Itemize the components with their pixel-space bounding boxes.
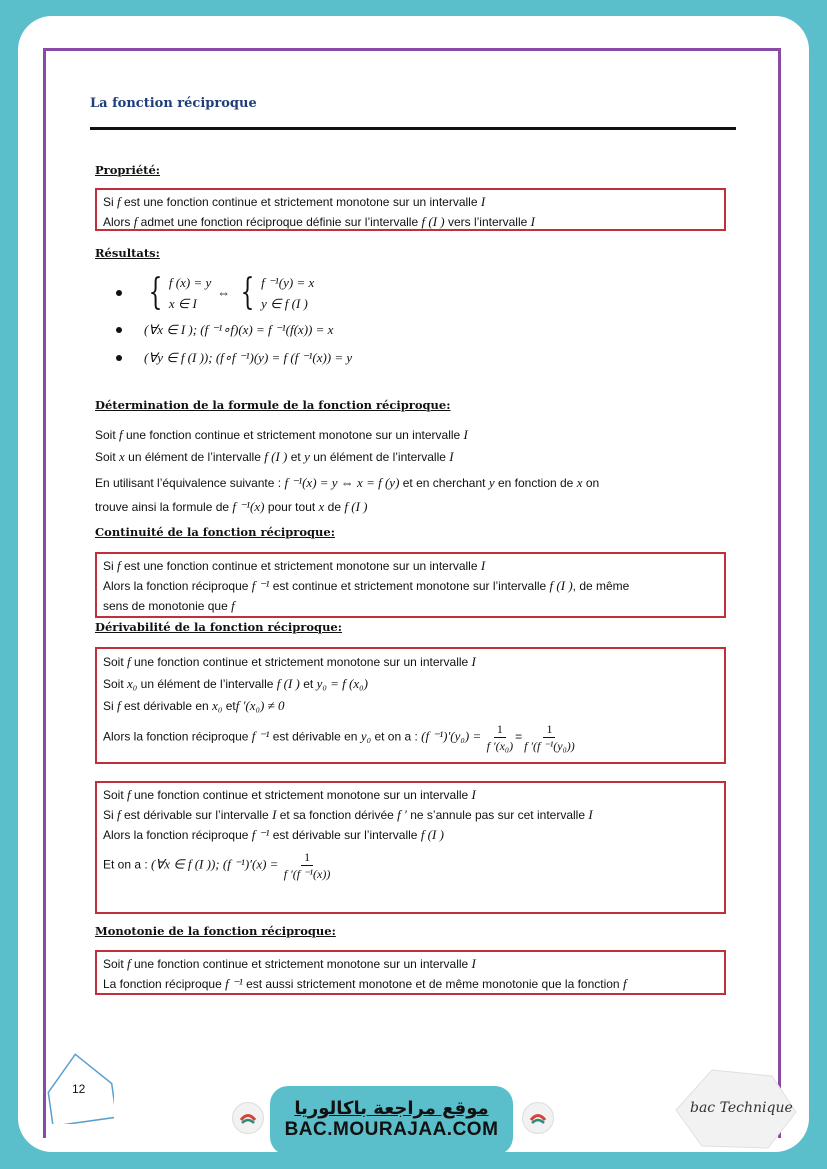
text-line: En utilisant l’équivalence suivante : f ⁻¹(x) = y ⇔ x = f (y) et en cherchant y en fonction de x on — [95, 475, 600, 490]
text-line: Si f est dérivable en x₀ etf ′(x₀) ≠ 0 — [103, 698, 285, 713]
heading-monotonie: Monotonie de la fonction réciproque: — [95, 924, 336, 938]
site-banner[interactable] — [270, 1086, 513, 1155]
text-line: Alors la fonction réciproque f ⁻¹ est dérivable en y₀ et on a : (f ⁻¹)′(y₀) = $\frac{1}{\text{f ′(x₀)}}$ = $\frac{1}{\text{f ′(f ⁻¹(y₀))}}$ — [103, 722, 575, 753]
heading-propriete: Propriété: — [95, 163, 161, 177]
text-line: Si f est une fonction continue et strictement monotone sur un intervalle I — [103, 194, 486, 209]
bullet-icon — [116, 290, 122, 296]
text-line: trouve ainsi la formule de f ⁻¹(x) pour tout x de f (I ) — [95, 499, 368, 514]
system-left: { f (x) = y x ∈ I — [148, 272, 212, 313]
box-continuite — [95, 552, 726, 618]
page-number-badge — [46, 1052, 114, 1124]
text-line: Alors la fonction réciproque f ⁻¹ est continue et strictement monotone sur l’intervalle f (I ), de même — [103, 578, 630, 593]
logo-right-icon — [522, 1102, 554, 1134]
heading-resultats: Résultats: — [95, 246, 160, 260]
logo-left-icon — [232, 1102, 264, 1134]
text-line: Soit f une fonction continue et strictement monotone sur un intervalle I — [103, 654, 476, 669]
fraction: $\frac{1}{\text{f ′(f ⁻¹(y₀))}}$ — [524, 722, 575, 753]
text-line: Soit f une fonction continue et strictement monotone sur un intervalle I — [103, 956, 476, 971]
text-line: Si f est dérivable sur l’intervalle I et sa fonction dérivée f ′ ne s’annule pas sur cet intervalle I — [103, 807, 593, 822]
box-propriete — [95, 188, 726, 231]
page-number: 12 — [72, 1082, 86, 1096]
heading-determination: Détermination de la formule de la fonction réciproque: — [95, 398, 451, 412]
page-title: La fonction réciproque — [90, 96, 257, 111]
text-line: Soit x₀ un élément de l’intervalle f (I ) et y₀ = f (x₀) — [103, 676, 368, 691]
list-item — [116, 272, 352, 314]
text-line: Soit f une fonction continue et strictement monotone sur un intervalle I — [103, 787, 476, 802]
title-rule — [90, 127, 736, 130]
text-line: Soit f une fonction continue et strictement monotone sur un intervalle I — [95, 427, 468, 442]
text-line: Soit x un élément de l’intervalle f (I ) et y un élément de l’intervalle I — [95, 449, 454, 464]
heading-derivabilite: Dérivabilité de la fonction réciproque: — [95, 620, 342, 634]
text-line: sens de monotonie que f — [103, 598, 235, 613]
signature-stamp — [672, 1066, 800, 1152]
text-line: Si f est une fonction continue et strictement monotone sur un intervalle I — [103, 558, 486, 573]
list-item: (∀x ∈ I ); (f ⁻¹∘f)(x) = f ⁻¹(f(x)) = x — [116, 318, 352, 342]
results-list — [116, 272, 352, 374]
text-determination — [95, 424, 725, 518]
bullet-icon — [116, 355, 122, 361]
bullet-icon — [116, 327, 122, 333]
equivalence-symbol: ⇔ — [217, 285, 231, 300]
banner-arabic-text: موقع مراجعة باكالوريا — [294, 1098, 489, 1119]
text-line: Alors f admet une fonction réciproque définie sur l’intervalle f (I ) vers l’intervalle I — [103, 214, 535, 229]
box-monotonie — [95, 950, 726, 995]
box-derivabilite-2 — [95, 781, 726, 914]
text-line: Et on a : (∀x ∈ f (I )); (f ⁻¹)′(x) = $\frac{1}{\text{f ′(f ⁻¹(x))}}$ — [103, 850, 331, 881]
fraction: $\frac{1}{\text{f ′(x₀)}}$ — [486, 722, 514, 753]
box-derivabilite-1 — [95, 647, 726, 764]
text-line: La fonction réciproque f ⁻¹ est aussi strictement monotone et de même monotonie que la fonction f — [103, 976, 627, 991]
signature-text: bac Technique — [690, 1100, 793, 1116]
banner-url[interactable]: BAC.MOURAJAA.COM — [284, 1119, 499, 1140]
text-line: Alors la fonction réciproque f ⁻¹ est dérivable sur l’intervalle f (I ) — [103, 827, 444, 842]
list-item: (∀y ∈ f (I )); (f∘f ⁻¹)(y) = f (f ⁻¹(x)) = y — [116, 346, 352, 370]
system-right: { f ⁻¹(y) = x y ∈ f (I ) — [240, 272, 315, 313]
heading-continuite: Continuité de la fonction réciproque: — [95, 525, 335, 539]
fraction: $\frac{1}{\text{f ′(f ⁻¹(x))}}$ — [283, 850, 331, 881]
